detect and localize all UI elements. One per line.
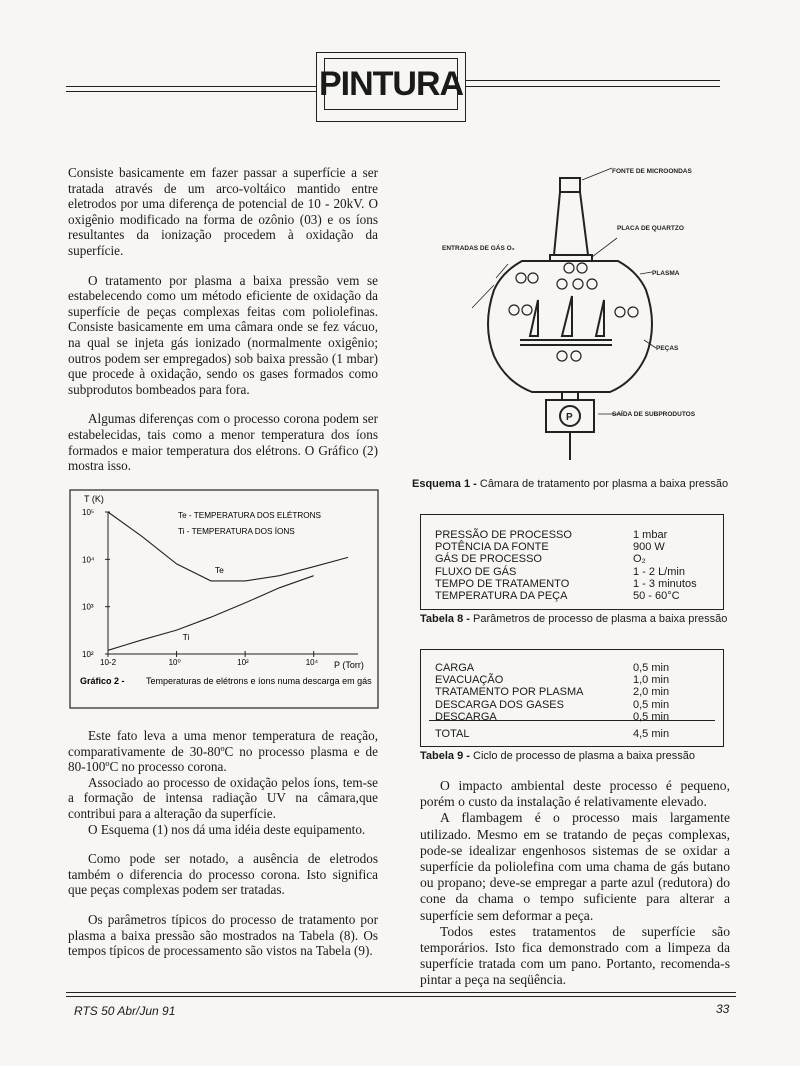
table-8-row	[435, 541, 715, 553]
paragraph: O impacto ambiental deste processo é pequeno, porém o custo da instalação é relativamente elevado.	[420, 778, 730, 810]
ions	[509, 263, 638, 361]
table-9-total-value: 4,5 min	[633, 728, 670, 740]
schematic-1	[412, 160, 732, 490]
table-9-value: 2,0 min	[633, 686, 670, 699]
table-9-param: EVACUAÇÃO	[435, 674, 504, 687]
paragraph: Como pode ser notado, a ausência de eletrodos também o diferencia do processo corona. Isto significa que peças complexas podem ser tratadas.	[68, 851, 378, 898]
table-9-value: 0,5 min	[633, 710, 670, 723]
chart-caption-text: Temperaturas de elétrons e íons numa descarga em gás	[146, 676, 372, 686]
legend-entry: Te - TEMPERATURA DOS ELÉTRONS	[178, 511, 322, 520]
series-line-ti	[108, 576, 314, 651]
x-tick-label: 10⁰	[168, 658, 181, 667]
series-line-te	[108, 512, 348, 581]
page-number: 33	[716, 1002, 730, 1016]
right-column-text	[420, 778, 730, 989]
table-8-row	[435, 529, 715, 541]
paragraph: Algumas diferenças com o processo corona podem ser estabelecidas, tais como a menor temperatura dos íons formados e maior temperatura dos elétrons. O Gráfico (2) mostra isso.	[68, 411, 378, 474]
table-8-value: O₂	[633, 553, 646, 566]
y-tick-label: 10⁴	[82, 555, 95, 565]
footer-rule-2	[66, 996, 736, 997]
table-9-caption	[420, 750, 740, 762]
table-9-row	[435, 686, 715, 698]
y-axis-label: T (K)	[84, 494, 104, 504]
paragraph: Os parâmetros típicos do processo de tratamento por plasma a baixa pressão são mostrados na Tabela (8). Os tempos típicos de processamento são vistos na Tabela (9).	[68, 911, 378, 959]
paragraph: O tratamento por plasma a baixa pressão vem se estabelecendo como um método eficiente de oxidação da superfície de peças complexas feitas com poliolefinas. Consiste basicamente em uma câmara onde se fez vácuo, na qual se injeta gás ionizado (normalmente oxigênio; outros podem ser empregados) sob baixa pressão (1 mbar) que procede à oxidação, sendo os gases formados como subprodutos bombeados para fora.	[68, 272, 378, 397]
caption-text: Ciclo de processo de plasma a baixa pressão	[473, 750, 695, 762]
table-8-param: PRESSÃO DE PROCESSO	[435, 529, 572, 541]
table-9-value: 0,5 min	[633, 662, 670, 674]
footer-journal: RTS 50 Abr/Jun 91	[74, 1004, 176, 1018]
label-parts: PEÇAS	[656, 345, 679, 352]
table-9-value: 0,5 min	[633, 698, 670, 711]
table-8-value: 1 - 2 L/min	[633, 565, 685, 578]
temperature-chart	[68, 488, 380, 710]
paragraph: A flambagem é o processo mais largamente utilizado. Mesmo em se tratando de peças complexas, pode-se idealizar engenhosos sistemas de se oxidar a superfície da poliolefina com uma chama de gás butano ou propano; deve-se empregar a parte azul (redutora) do cone da chama o tempo suficiente para alterar a superfície sem deformar a peça.	[420, 810, 730, 923]
table-9-row	[435, 674, 715, 686]
series-label-ti: Ti	[182, 632, 190, 643]
table-9-param: CARGA	[435, 662, 475, 674]
footer-rule	[66, 992, 736, 993]
caption-label: Esquema 1 -	[412, 478, 477, 490]
table-9-row	[435, 711, 715, 723]
quartz-plate	[550, 255, 592, 261]
label-plate: PLACA DE QUARTZO	[617, 225, 684, 232]
table-9-param: TRATAMENTO POR PLASMA	[435, 686, 584, 699]
table-8-caption	[420, 613, 740, 625]
chart-graph-2	[68, 488, 380, 710]
table-8-value: 50 - 60°C	[633, 590, 680, 603]
left-column-top	[68, 165, 378, 474]
microwave-guide	[554, 192, 588, 255]
y-tick-label: 10²	[82, 650, 94, 659]
part-3	[596, 300, 604, 336]
schematic-caption	[412, 478, 742, 490]
header-rule-right	[464, 80, 720, 81]
plasma-chamber-diagram	[412, 160, 732, 470]
table-9-param: DESCARGA DOS GASES	[435, 698, 564, 711]
series-label-te: Te	[214, 564, 224, 575]
table-8-value: 1 mbar	[633, 529, 668, 541]
caption-text: Parâmetros de processo de plasma a baixa pressão	[473, 613, 728, 625]
table-9	[420, 649, 724, 747]
table-8-row	[435, 590, 715, 602]
y-tick-label: 10³	[82, 602, 94, 612]
paragraph: Este fato leva a uma menor temperatura de reação, comparativamente de 30-80ºC no processo plasma e de 80-100ºC no processo corona.	[68, 728, 378, 775]
exhaust-neck	[562, 392, 578, 400]
table-8-row	[435, 578, 715, 590]
section-title: PINTURA	[324, 58, 458, 110]
table-8-row	[435, 566, 715, 578]
x-tick-label: 10²	[237, 658, 249, 667]
label-source: FONTE DE MICROONDAS	[612, 168, 692, 175]
table-8-value: 900 W	[633, 541, 665, 554]
header-rule-left-2	[66, 91, 316, 92]
table-9-param: DESCARGA	[435, 710, 497, 723]
paragraph: Associado ao processo de oxidação pelos íons, tem-se a formação de intensa radiação UV na câmara,que contribui para a alteração da superfície.	[68, 774, 378, 821]
left-column-bottom	[68, 728, 378, 959]
x-tick-label: 10⁴	[305, 658, 319, 667]
label-gas-in: ENTRADAS DE GÁS O₂	[442, 245, 515, 252]
y-tick-label: 10⁵	[82, 508, 95, 517]
table-8-param: POTÊNCIA DA FONTE	[435, 541, 549, 554]
chamber-outline	[488, 261, 652, 392]
table-8-param: TEMPERATURA DA PEÇA	[435, 590, 568, 603]
table-9-value: 1,0 min	[633, 674, 670, 687]
microwave-source-top	[560, 178, 580, 192]
table-8-param: GÁS DE PROCESSO	[435, 553, 542, 566]
label-plasma: PLASMA	[652, 270, 680, 277]
header-rule-right-2	[464, 86, 720, 87]
paragraph: Todos estes tratamentos de superfície são temporários. Isto fica demonstrado com a limpeza da superfície tratada com um pano. Portanto, recomenda-s pintar a peça na seqüência.	[420, 923, 730, 988]
paragraph: Consiste basicamente em fazer passar a superfície a ser tratada através de um arco-voltáico mantido entre eletrodos por uma diferença de potencial de 10 - 20kV. O oxigênio modificado na forma de ozônio (03) e os íons resultantes da ionização procedem à oxidação da superfície.	[68, 165, 378, 258]
table-8-param: TEMPO DE TRATAMENTO	[435, 577, 570, 590]
label-exhaust: SAÍDA DE SUBPRODUTOS	[612, 411, 696, 418]
paragraph: O Esquema (1) nos dá uma idéia deste equipamento.	[88, 821, 366, 837]
table-8-value: 1 - 3 minutos	[633, 577, 697, 590]
x-tick-label: 10-2	[100, 658, 117, 667]
caption-text: Câmara de tratamento por plasma a baixa pressão	[479, 478, 729, 490]
caption-label: Tabela 8 -	[420, 613, 470, 625]
table-8	[420, 514, 724, 610]
header-rule-left	[66, 86, 316, 87]
table-8-param: FLUXO DE GÁS	[435, 565, 517, 578]
caption-label: Tabela 9 -	[420, 750, 470, 762]
table-9-row	[435, 662, 715, 674]
table-9-row	[435, 699, 715, 711]
legend-entry: Ti - TEMPERATURA DOS ÍONS	[178, 527, 295, 536]
table-9-total-label: TOTAL	[435, 728, 470, 740]
chart-caption-label: Gráfico 2 -	[80, 676, 125, 686]
label-pump: P	[566, 412, 573, 423]
part-2	[562, 296, 572, 336]
x-axis-label: P (Torr)	[334, 660, 364, 670]
table-8-row	[435, 553, 715, 565]
part-1	[530, 300, 538, 336]
